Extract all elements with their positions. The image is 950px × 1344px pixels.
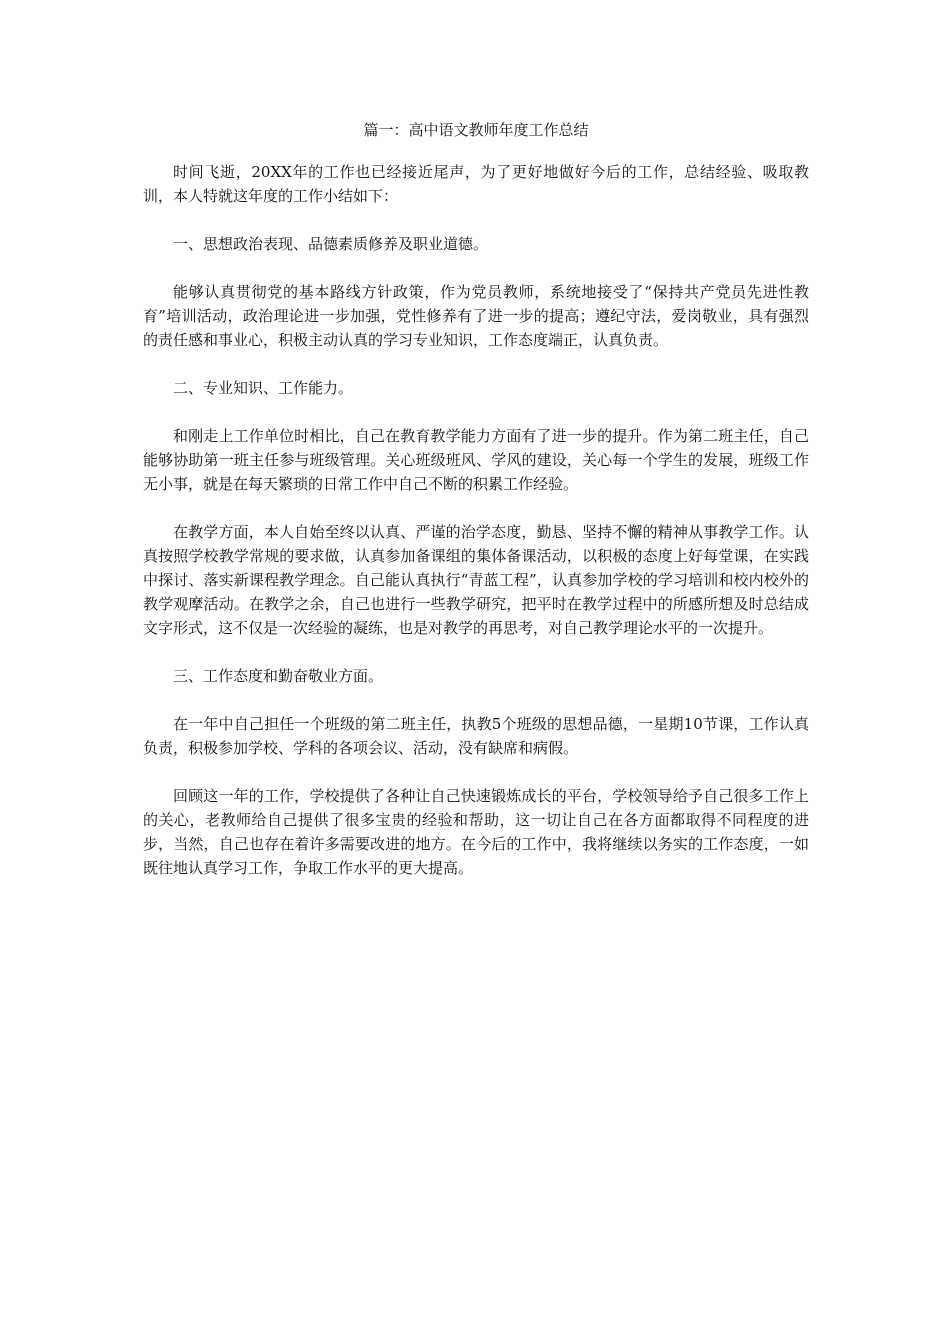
paragraph-ability: 和刚走上工作单位时相比，自己在教育教学能力方面有了进一步的提升。作为第二班主任，自己能够协助第一班主任参与班级管理。关心班级班风、学风的建设，关心每一个学生的发展，班级工作无小事，就是在每天繁琐的日常工作中自己不断的积累工作经验。 (143, 427, 809, 493)
section-heading-2: 二、专业知识、工作能力。 (173, 379, 354, 397)
section-heading-3: 三、工作态度和勤奋敬业方面。 (173, 667, 384, 685)
paragraph-politics: 能够认真贯彻党的基本路线方针政策，作为党员教师，系统地接受了“保持共产党员先进性教育”培训活动，政治理论进一步加强，党性修养有了进一步的提高；遵纪守法，爱岗敬业，具有强烈的责任感和事业心，积极主动认真的学习专业知识，工作态度端正，认真负责。 (143, 283, 809, 349)
paragraph-review: 回顾这一年的工作，学校提供了各种让自己快速锻炼成长的平台，学校领导给予自己很多工作上的关心，老教师给自己提供了很多宝贵的经验和帮助，这一切让自己在各方面都取得不同程度的进步，当然，自己也存在着许多需要改进的地方。在今后的工作中，我将继续以务实的工作态度，一如既往地认真学习工作，争取工作水平的更大提高。 (143, 787, 809, 877)
paragraph-teaching: 在教学方面，本人自始至终以认真、严谨的治学态度，勤恳、坚持不懈的精神从事教学工作。认真按照学校教学常规的要求做，认真参加备课组的集体备课活动，以积极的态度上好每堂课，在实践中探讨、落实新课程教学理念。自己能认真执行“青蓝工程”，认真参加学校的学习培训和校内校外的教学观摩活动。在教学之余，自己也进行一些教学研究，把平时在教学过程中的所感所想及时总结成文字形式，这不仅是一次经验的凝练，也是对教学的再思考，对自己教学理论水平的一次提升。 (143, 523, 809, 637)
paragraph-intro: 时间飞逝，20XX年的工作也已经接近尾声，为了更好地做好今后的工作，总结经验、吸取教训，本人特就这年度的工作小结如下： (143, 163, 809, 205)
section-heading-1: 一、思想政治表现、品德素质修养及职业道德。 (173, 235, 489, 253)
document-title: 篇一：高中语文教师年度工作总结 (363, 121, 589, 139)
document-body (143, 118, 809, 904)
paragraph-attitude: 在一年中自己担任一个班级的第二班主任，执教5个班级的思想品德，一星期10节课，工作认真负责，积极参加学校、学科的各项会议、活动，没有缺席和病假。 (143, 715, 809, 757)
